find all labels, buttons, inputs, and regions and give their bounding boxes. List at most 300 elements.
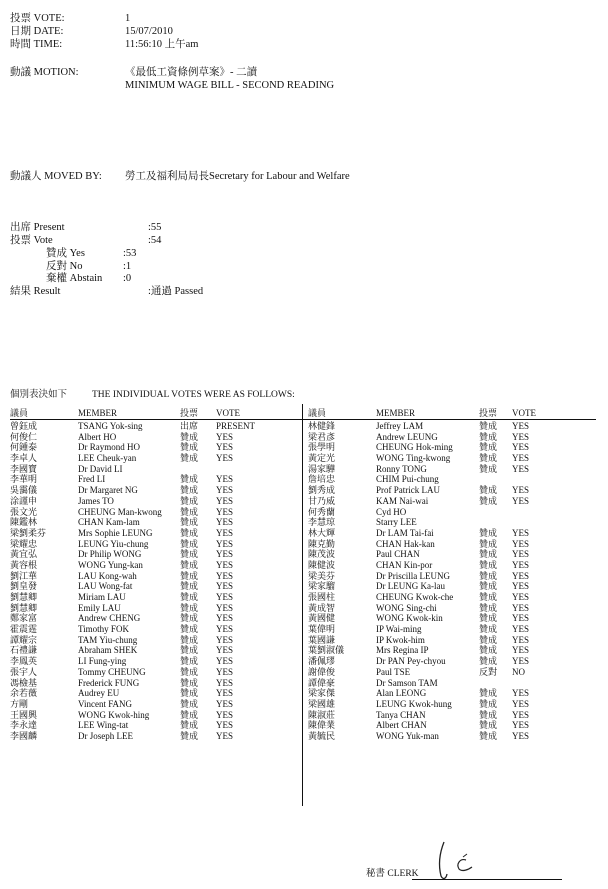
table-row xyxy=(10,603,298,614)
member-name-zh: 黃定光 xyxy=(308,453,336,464)
table-row xyxy=(10,678,298,689)
vote-en: YES xyxy=(512,431,530,442)
member-name-zh: 王國興 xyxy=(10,709,38,720)
member-name-zh: 張國柱 xyxy=(308,592,336,602)
member-name-zh: 張學明 xyxy=(308,442,336,453)
member-name-en: TAM Yiu-chung xyxy=(78,634,138,645)
table-row xyxy=(10,442,298,453)
vote-en: YES xyxy=(512,730,530,741)
table-row xyxy=(10,667,298,678)
table-row xyxy=(10,496,298,507)
vote-label: 投票 VOTE: xyxy=(10,13,65,24)
member-name-en: WONG Kwok-hing xyxy=(78,709,150,720)
vote-en: YES xyxy=(512,720,530,731)
member-name-zh: 何秀蘭 xyxy=(308,506,336,517)
table-row xyxy=(10,731,298,742)
vote-en: YES xyxy=(512,581,530,592)
member-name-zh: 張文光 xyxy=(10,506,38,517)
vote-en: YES xyxy=(216,709,234,720)
vote-zh: 贊成 xyxy=(180,677,199,688)
table-row xyxy=(308,432,596,443)
table-row xyxy=(308,507,596,518)
member-name-zh: 方剛 xyxy=(10,698,29,709)
vote-en: YES xyxy=(512,645,530,656)
table-row xyxy=(308,656,596,667)
member-name-zh: 林大輝 xyxy=(308,527,336,538)
member-name-en: CHAN Kin-por xyxy=(376,559,433,570)
header-member-zh: 議員 xyxy=(10,408,29,418)
vote-zh: 贊成 xyxy=(479,495,498,506)
vote-zh: 出席 xyxy=(180,421,199,431)
vote-en: YES xyxy=(216,677,234,688)
individual-title-en: THE INDIVIDUAL VOTES WERE AS FOLLOWS: xyxy=(92,390,295,400)
member-name-zh: 李慧琼 xyxy=(308,517,336,528)
vote-en: YES xyxy=(512,570,530,581)
vote-en: YES xyxy=(216,613,234,624)
member-name-zh: 葉偉明 xyxy=(308,624,336,635)
vote-zh: 贊成 xyxy=(180,720,199,731)
vote-zh: 贊成 xyxy=(180,442,199,453)
member-name-zh: 湯家驊 xyxy=(308,463,336,474)
vote-en: YES xyxy=(512,495,530,506)
vote-en: YES xyxy=(216,431,234,442)
member-name-zh: 李永達 xyxy=(10,720,38,731)
vote-zh: 贊成 xyxy=(479,602,498,613)
vote-en: YES xyxy=(512,527,530,538)
member-name-en: Tanya CHAN xyxy=(376,709,426,720)
time-label: 時間 TIME: xyxy=(10,39,63,50)
member-name-zh: 李國寶 xyxy=(10,463,38,474)
vote-en: NO xyxy=(512,666,525,677)
column-divider xyxy=(302,404,303,806)
vote-zh: 贊成 xyxy=(479,645,498,656)
vote-zh: 贊成 xyxy=(180,495,199,506)
member-name-zh: 梁耀忠 xyxy=(10,538,38,549)
vote-zh: 贊成 xyxy=(180,624,199,635)
vote-en: YES xyxy=(512,421,530,431)
header-underline xyxy=(10,419,596,420)
right-table-header xyxy=(308,408,598,419)
member-name-zh: 葉國謙 xyxy=(308,634,336,645)
header-vote-en: VOTE xyxy=(216,408,240,418)
member-name-zh: 劉慧卿 xyxy=(10,592,38,602)
member-name-en: LAU Wong-fat xyxy=(78,581,133,592)
vote-en: YES xyxy=(216,570,234,581)
vote-en: YES xyxy=(216,453,234,464)
table-row xyxy=(308,592,596,603)
member-name-en: LAU Kong-wah xyxy=(78,570,137,581)
member-name-en: WONG Kwok-kin xyxy=(376,613,443,624)
vote-zh: 贊成 xyxy=(180,592,199,602)
member-name-zh: 余若薇 xyxy=(10,688,38,699)
vote-en: YES xyxy=(512,613,530,624)
clerk-label: 秘書 CLERK xyxy=(366,869,419,879)
motion-label: 動議 MOTION: xyxy=(10,67,79,78)
member-name-en: CHIM Pui-chung xyxy=(376,474,439,485)
header-vote-zh: 投票 xyxy=(479,408,498,418)
member-name-zh: 陳淑莊 xyxy=(308,709,336,720)
member-name-zh: 謝偉俊 xyxy=(308,666,336,677)
vote-en: YES xyxy=(216,549,234,560)
vote-en: PRESENT xyxy=(216,421,256,431)
vote-zh: 贊成 xyxy=(479,720,498,731)
member-name-en: Albert CHAN xyxy=(376,720,427,731)
member-name-en: Andrew CHENG xyxy=(78,613,141,624)
member-name-zh: 陳偉業 xyxy=(308,720,336,731)
member-name-zh: 梁劉柔芬 xyxy=(10,527,47,538)
member-name-zh: 梁美芬 xyxy=(308,570,336,581)
member-name-zh: 李卓人 xyxy=(10,453,38,464)
member-name-zh: 曾鈺成 xyxy=(10,421,38,431)
table-row xyxy=(308,635,596,646)
vote-zh: 贊成 xyxy=(180,474,199,485)
member-name-en: Ronny TONG xyxy=(376,463,427,474)
vote-en: YES xyxy=(216,474,234,485)
vote-zh: 贊成 xyxy=(180,709,199,720)
table-row xyxy=(10,453,298,464)
vote-en: YES xyxy=(512,634,530,645)
member-name-zh: 潘佩璆 xyxy=(308,656,336,667)
vote-en: YES xyxy=(216,592,234,602)
member-name-en: LEE Wing-tat xyxy=(78,720,129,731)
vote-en: YES xyxy=(512,688,530,699)
vote-en: YES xyxy=(216,688,234,699)
table-row xyxy=(308,699,596,710)
vote-en: YES xyxy=(216,720,234,731)
vote-zh: 贊成 xyxy=(479,613,498,624)
vote-zh: 贊成 xyxy=(479,421,498,431)
date-value: 15/07/2010 xyxy=(125,26,173,37)
member-name-zh: 黃國健 xyxy=(308,613,336,624)
vote-en: YES xyxy=(216,495,234,506)
vote-zh: 贊成 xyxy=(180,634,199,645)
vote-zh: 贊成 xyxy=(180,698,199,709)
member-name-en: Cyd HO xyxy=(376,506,407,517)
table-row xyxy=(308,453,596,464)
vote-zh: 贊成 xyxy=(180,517,199,528)
member-name-zh: 梁君彥 xyxy=(308,431,336,442)
member-name-zh: 石禮謙 xyxy=(10,645,38,656)
member-name-en: Timothy FOK xyxy=(78,624,129,635)
vote-zh: 贊成 xyxy=(180,559,199,570)
vote-zh: 贊成 xyxy=(180,581,199,592)
vote-zh: 贊成 xyxy=(180,506,199,517)
yes-label: 贊成 Yes xyxy=(46,248,85,259)
no-count: :1 xyxy=(123,261,132,272)
table-row xyxy=(308,560,596,571)
vote-zh: 贊成 xyxy=(180,602,199,613)
member-name-en: Jeffrey LAM xyxy=(376,421,424,431)
header-vote-zh: 投票 xyxy=(180,408,199,418)
member-name-en: Vincent FANG xyxy=(78,698,133,709)
table-row xyxy=(308,528,596,539)
member-name-zh: 劉皇發 xyxy=(10,581,38,592)
table-row xyxy=(308,442,596,453)
vote-zh: 贊成 xyxy=(479,453,498,464)
table-row xyxy=(308,720,596,731)
member-name-en: Mrs Regina IP xyxy=(376,645,429,656)
table-row xyxy=(10,560,298,571)
member-name-zh: 詹培忠 xyxy=(308,474,336,485)
table-row xyxy=(308,731,596,742)
member-name-en: Mrs Sophie LEUNG xyxy=(78,527,153,538)
table-row xyxy=(10,549,298,560)
table-row xyxy=(10,720,298,731)
table-row xyxy=(308,603,596,614)
clerk-signature xyxy=(430,838,500,882)
vote-zh: 贊成 xyxy=(479,730,498,741)
member-name-zh: 黃成智 xyxy=(308,602,336,613)
vote-en: YES xyxy=(512,549,530,560)
table-row xyxy=(308,539,596,550)
present-count: :55 xyxy=(148,222,162,233)
table-row xyxy=(10,699,298,710)
table-row xyxy=(308,485,596,496)
vote-zh: 贊成 xyxy=(479,570,498,581)
vote-zh: 贊成 xyxy=(479,549,498,560)
table-row xyxy=(10,656,298,667)
table-row xyxy=(10,464,298,475)
vote-zh: 贊成 xyxy=(479,527,498,538)
vote-zh: 贊成 xyxy=(479,581,498,592)
member-name-zh: 林健鋒 xyxy=(308,421,336,431)
vote-en: YES xyxy=(216,485,234,496)
table-row xyxy=(10,688,298,699)
table-row xyxy=(308,496,596,507)
member-name-en: Audrey EU xyxy=(78,688,120,699)
vote-en: YES xyxy=(512,698,530,709)
vote-zh: 贊成 xyxy=(180,645,199,656)
vote-zh: 贊成 xyxy=(479,634,498,645)
vote-en: YES xyxy=(512,656,530,667)
member-name-en: Dr Margaret NG xyxy=(78,485,138,496)
member-name-zh: 何鍾泰 xyxy=(10,442,38,453)
vote-zh: 贊成 xyxy=(479,442,498,453)
table-row xyxy=(308,474,596,485)
member-name-en: Dr Joseph LEE xyxy=(78,730,133,741)
member-name-en: Albert HO xyxy=(78,431,117,442)
vote-en: YES xyxy=(512,538,530,549)
table-row xyxy=(10,474,298,485)
vote-zh: 贊成 xyxy=(180,538,199,549)
member-name-zh: 李華明 xyxy=(10,474,38,485)
member-name-en: Fred LI xyxy=(78,474,106,485)
left-vote-table xyxy=(10,421,298,742)
vote-en: YES xyxy=(216,698,234,709)
abstain-label: 棄權 Abstain xyxy=(46,273,103,284)
member-name-zh: 馮檢基 xyxy=(10,677,38,688)
vote-zh: 反對 xyxy=(479,666,498,677)
left-table-header xyxy=(10,408,300,419)
yes-count: :53 xyxy=(123,248,137,259)
member-name-en: TSANG Yok-sing xyxy=(78,421,143,431)
vote-en: YES xyxy=(216,656,234,667)
vote-zh: 贊成 xyxy=(479,592,498,602)
member-name-zh: 劉慧卿 xyxy=(10,602,38,613)
vote-en: YES xyxy=(512,592,530,602)
vote-zh: 贊成 xyxy=(180,549,199,560)
table-row xyxy=(10,592,298,603)
vote-zh: 贊成 xyxy=(479,538,498,549)
member-name-zh: 張宇人 xyxy=(10,666,38,677)
member-name-en: IP Kwok-him xyxy=(376,634,425,645)
vote-en: YES xyxy=(216,624,234,635)
vote-count-label: 投票 Vote xyxy=(10,235,53,246)
member-name-zh: 譚偉豪 xyxy=(308,677,336,688)
member-name-en: Alan LEONG xyxy=(376,688,427,699)
vote-count: :54 xyxy=(148,235,162,246)
vote-en: YES xyxy=(512,463,530,474)
vote-zh: 贊成 xyxy=(479,559,498,570)
member-name-zh: 劉江華 xyxy=(10,570,38,581)
vote-en: YES xyxy=(216,581,234,592)
table-row xyxy=(10,432,298,443)
member-name-zh: 黃容根 xyxy=(10,559,38,570)
member-name-zh: 梁家傑 xyxy=(308,688,336,699)
individual-title-zh: 個別表決如下 xyxy=(10,390,68,400)
vote-en: YES xyxy=(216,666,234,677)
vote-en: YES xyxy=(216,538,234,549)
vote-en: YES xyxy=(216,602,234,613)
member-name-zh: 涂謹申 xyxy=(10,495,38,506)
table-row xyxy=(10,421,298,432)
member-name-zh: 黃宜弘 xyxy=(10,549,38,560)
table-row xyxy=(10,710,298,721)
table-row xyxy=(308,645,596,656)
member-name-en: KAM Nai-wai xyxy=(376,495,429,506)
member-name-zh: 葉劉淑儀 xyxy=(308,645,345,656)
vote-en: YES xyxy=(512,485,530,496)
vote-en: YES xyxy=(512,442,530,453)
member-name-en: WONG Yuk-man xyxy=(376,730,439,741)
member-name-zh: 梁國雄 xyxy=(308,698,336,709)
member-name-en: Starry LEE xyxy=(376,517,417,528)
vote-zh: 贊成 xyxy=(479,656,498,667)
vote-en: YES xyxy=(512,559,530,570)
member-name-zh: 劉秀成 xyxy=(308,485,336,496)
table-row xyxy=(308,581,596,592)
table-row xyxy=(10,571,298,582)
motion-title-en: MINIMUM WAGE BILL - SECOND READING xyxy=(125,80,335,91)
vote-zh: 贊成 xyxy=(479,709,498,720)
vote-en: YES xyxy=(512,709,530,720)
table-row xyxy=(10,624,298,635)
member-name-en: Dr PAN Pey-chyou xyxy=(376,656,446,667)
vote-zh: 贊成 xyxy=(479,485,498,496)
member-name-en: Frederick FUNG xyxy=(78,677,140,688)
table-row xyxy=(308,549,596,560)
member-name-en: CHEUNG Kwok-che xyxy=(376,592,454,602)
member-name-en: CHEUNG Man-kwong xyxy=(78,506,162,517)
member-name-zh: 甘乃威 xyxy=(308,495,336,506)
vote-zh: 贊成 xyxy=(479,624,498,635)
vote-en: YES xyxy=(512,602,530,613)
member-name-zh: 鄭家富 xyxy=(10,613,38,624)
table-row xyxy=(10,507,298,518)
member-name-en: Dr David LI xyxy=(78,463,123,474)
table-row xyxy=(308,464,596,475)
no-label: 反對 No xyxy=(46,261,83,272)
member-name-en: Dr LAM Tai-fai xyxy=(376,527,434,538)
member-name-en: Tommy CHEUNG xyxy=(78,666,146,677)
member-name-zh: 李鳳英 xyxy=(10,656,38,667)
table-row xyxy=(10,613,298,624)
member-name-en: Prof Patrick LAU xyxy=(376,485,440,496)
present-label: 出席 Present xyxy=(10,222,65,233)
table-row xyxy=(10,635,298,646)
table-row xyxy=(10,517,298,528)
member-name-zh: 李國麟 xyxy=(10,730,38,741)
vote-number: 1 xyxy=(125,13,131,24)
moved-by-value: 勞工及福利局局長Secretary for Labour and Welfare xyxy=(125,171,350,182)
member-name-en: LEUNG Yiu-chung xyxy=(78,538,149,549)
vote-zh: 贊成 xyxy=(180,730,199,741)
member-name-en: CHEUNG Hok-ming xyxy=(376,442,453,453)
table-row xyxy=(10,645,298,656)
member-name-en: Paul CHAN xyxy=(376,549,420,560)
member-name-en: LEE Cheuk-yan xyxy=(78,453,137,464)
table-row xyxy=(308,517,596,528)
member-name-en: Andrew LEUNG xyxy=(376,431,438,442)
vote-zh: 贊成 xyxy=(479,463,498,474)
vote-zh: 贊成 xyxy=(180,613,199,624)
member-name-zh: 霍震霆 xyxy=(10,624,38,635)
member-name-zh: 吳靄儀 xyxy=(10,485,38,496)
header-vote-en: VOTE xyxy=(512,408,536,418)
member-name-en: Emily LAU xyxy=(78,602,121,613)
table-row xyxy=(10,581,298,592)
member-name-en: CHAN Hak-kan xyxy=(376,538,435,549)
member-name-en: LI Fung-ying xyxy=(78,656,127,667)
abstain-count: :0 xyxy=(123,273,132,284)
vote-zh: 贊成 xyxy=(479,688,498,699)
vote-zh: 贊成 xyxy=(180,485,199,496)
result-label: 結果 Result xyxy=(10,286,61,297)
vote-en: YES xyxy=(216,634,234,645)
vote-en: YES xyxy=(216,559,234,570)
member-name-zh: 陳鑑林 xyxy=(10,517,38,528)
vote-zh: 贊成 xyxy=(180,453,199,464)
table-row xyxy=(308,667,596,678)
member-name-en: WONG Sing-chi xyxy=(376,602,437,613)
moved-by-label: 動議人 MOVED BY: xyxy=(10,171,102,182)
vote-zh: 贊成 xyxy=(180,431,199,442)
member-name-en: Paul TSE xyxy=(376,666,411,677)
date-label: 日期 DATE: xyxy=(10,26,64,37)
member-name-zh: 陳健波 xyxy=(308,559,336,570)
header-member-zh: 議員 xyxy=(308,408,327,418)
header-member-en: MEMBER xyxy=(376,408,416,418)
table-row xyxy=(308,624,596,635)
time-value: 11:56:10 上午am xyxy=(125,39,199,50)
member-name-zh: 何俊仁 xyxy=(10,431,38,442)
vote-zh: 贊成 xyxy=(479,698,498,709)
vote-en: YES xyxy=(216,730,234,741)
table-row xyxy=(308,678,596,689)
vote-en: YES xyxy=(216,506,234,517)
member-name-en: Miriam LAU xyxy=(78,592,126,602)
vote-en: YES xyxy=(216,645,234,656)
member-name-en: James TO xyxy=(78,495,114,506)
member-name-en: Abraham SHEK xyxy=(78,645,138,656)
table-row xyxy=(308,710,596,721)
vote-zh: 贊成 xyxy=(180,688,199,699)
table-row xyxy=(308,688,596,699)
table-row xyxy=(10,528,298,539)
member-name-en: WONG Ting-kwong xyxy=(376,453,451,464)
table-row xyxy=(308,421,596,432)
table-row xyxy=(10,539,298,550)
